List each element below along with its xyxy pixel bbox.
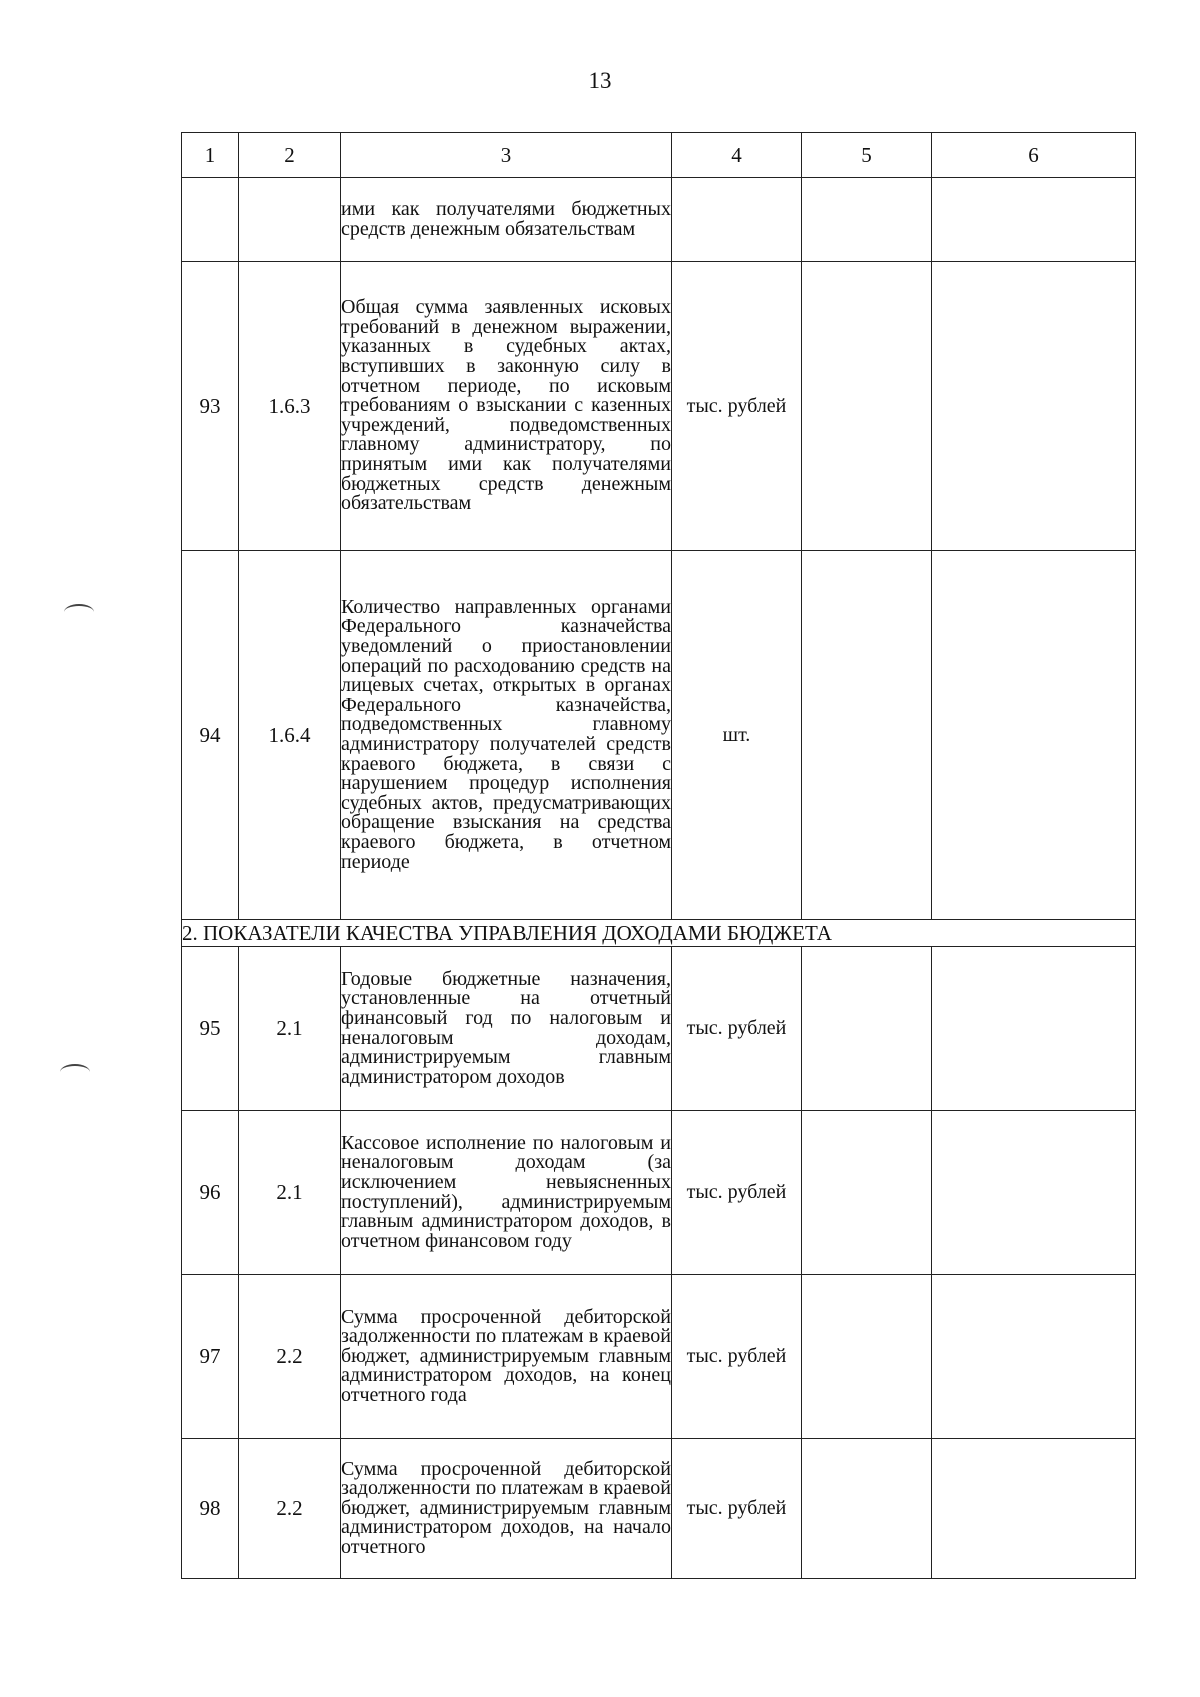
row-value-cell — [802, 1439, 932, 1579]
column-header: 2 — [239, 133, 341, 178]
row-unit-cell: тыс. рублей — [672, 947, 802, 1111]
column-header-row — [182, 133, 1136, 178]
row-description-cell: ими как получателями бюджетных средств денежным обязательствам — [341, 178, 672, 262]
row-value-cell — [802, 947, 932, 1111]
row-value-cell — [802, 551, 932, 920]
row-value-cell — [932, 1275, 1136, 1439]
table-row — [182, 262, 1136, 551]
row-value-cell — [932, 947, 1136, 1111]
row-value-cell — [932, 551, 1136, 920]
table-row — [182, 1275, 1136, 1439]
binding-hole-mark-top — [64, 604, 94, 620]
row-number-cell — [182, 178, 239, 262]
row-value-cell — [802, 178, 932, 262]
indicators-table — [181, 132, 1136, 1579]
row-description-cell: Общая сумма заявленных исковых требований в денежном выражении, указанных в судебных актах, вступивших в законную силу в отчетном периоде, по исковым требованиям о взыскании с казенных учреждений, подведомственных главному администратору, по принятым ими как получателями бюджетных средств денежным обязательствам — [341, 262, 672, 551]
row-number-cell: 94 — [182, 551, 239, 920]
row-number-cell: 96 — [182, 1111, 239, 1275]
table-row — [182, 551, 1136, 920]
table-row — [182, 1439, 1136, 1579]
row-unit-cell: тыс. рублей — [672, 1111, 802, 1275]
row-code-cell: 2.1 — [239, 1111, 341, 1275]
continued-row — [182, 178, 1136, 262]
row-value-cell — [802, 1275, 932, 1439]
row-number-cell: 93 — [182, 262, 239, 551]
table-row — [182, 1111, 1136, 1275]
section-header-row — [182, 920, 1136, 947]
row-value-cell — [802, 1111, 932, 1275]
row-value-cell — [932, 1439, 1136, 1579]
row-value-cell — [932, 262, 1136, 551]
row-description-cell: Годовые бюджетные назначения, установленные на отчетный финансовый год по налоговым и неналоговым доходам, администрируемым главным администратором доходов — [341, 947, 672, 1111]
row-number-cell: 95 — [182, 947, 239, 1111]
row-description-cell: Сумма просроченной дебиторской задолженности по платежам в краевой бюджет, администрируемым главным администратором доходов, на начало отчетного — [341, 1439, 672, 1579]
table-row — [182, 947, 1136, 1111]
column-header: 3 — [341, 133, 672, 178]
row-description-cell: Сумма просроченной дебиторской задолженности по платежам в краевой бюджет, администрируемым главным администратором доходов, на конец отчетного года — [341, 1275, 672, 1439]
row-code-cell: 1.6.4 — [239, 551, 341, 920]
row-unit-cell: тыс. рублей — [672, 1275, 802, 1439]
row-number-cell: 98 — [182, 1439, 239, 1579]
row-value-cell — [932, 1111, 1136, 1275]
row-value-cell — [932, 178, 1136, 262]
page-number: 13 — [588, 68, 612, 93]
row-unit-cell: тыс. рублей — [672, 262, 802, 551]
row-number-cell: 97 — [182, 1275, 239, 1439]
row-code-cell: 1.6.3 — [239, 262, 341, 551]
row-unit-cell: шт. — [672, 551, 802, 920]
row-code-cell: 2.1 — [239, 947, 341, 1111]
column-header: 4 — [672, 133, 802, 178]
row-value-cell — [802, 262, 932, 551]
row-code-cell: 2.2 — [239, 1275, 341, 1439]
column-header: 6 — [932, 133, 1136, 178]
column-header: 5 — [802, 133, 932, 178]
row-unit-cell — [672, 178, 802, 262]
row-code-cell: 2.2 — [239, 1439, 341, 1579]
row-description-cell: Количество направленных органами Федерального казначейства уведомлений о приостановлении операций по расходованию средств на лицевых счетах, открытых в органах Федерального казначейства, подведомственных главному администратору получателей средств краевого бюджета, в связи с нарушением процедур исполнения судебных актов, предусматривающих обращение взыскания на средства краевого бюджета, в отчетном периоде — [341, 551, 672, 920]
binding-hole-mark-bottom — [60, 1064, 90, 1080]
row-code-cell — [239, 178, 341, 262]
row-description-cell: Кассовое исполнение по налоговым и неналоговым доходам (за исключением невыясненных поступлений), администрируемым главным администратором доходов, в отчетном финансовом году — [341, 1111, 672, 1275]
section-title: 2. ПОКАЗАТЕЛИ КАЧЕСТВА УПРАВЛЕНИЯ ДОХОДАМИ БЮДЖЕТА — [182, 920, 1136, 947]
row-unit-cell: тыс. рублей — [672, 1439, 802, 1579]
column-header: 1 — [182, 133, 239, 178]
